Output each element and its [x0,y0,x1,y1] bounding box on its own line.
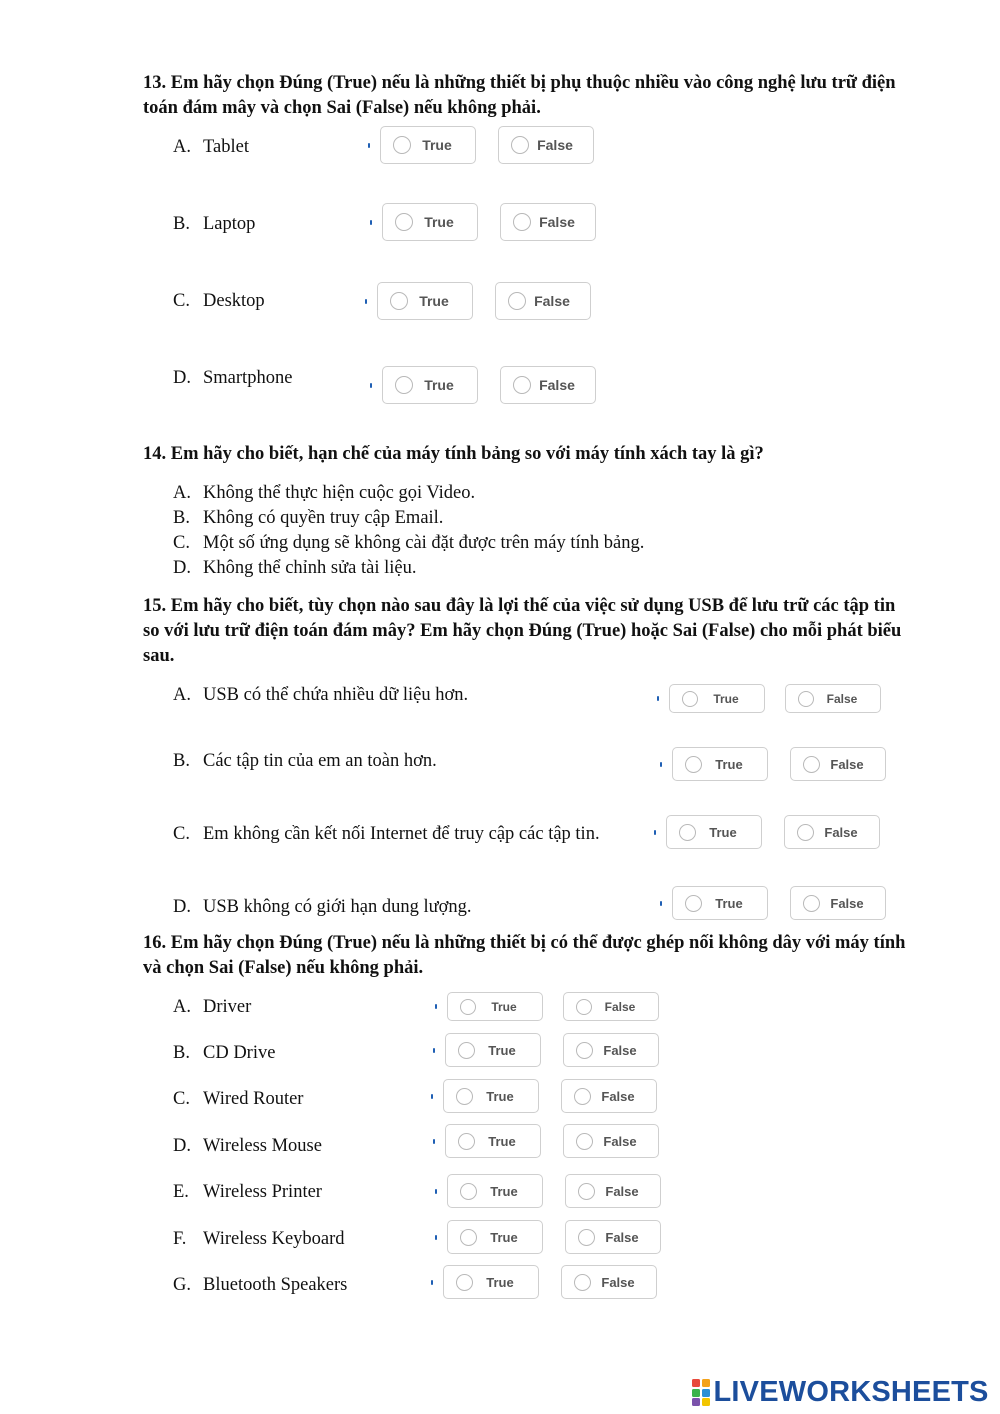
true-button[interactable]: True [672,886,768,920]
radio-icon [393,136,411,154]
radio-icon [456,1274,473,1291]
option-text: Smartphone [203,368,293,388]
false-button[interactable]: False [790,747,886,781]
radio-icon [395,376,413,394]
option-letter: B. [173,751,190,771]
option-text: Desktop [203,291,265,311]
radio-icon [576,999,592,1015]
pointer-marker [660,762,662,767]
option-text: USB không có giới hạn dung lượng. [203,897,472,917]
radio-icon [576,1042,593,1059]
true-button[interactable]: True [669,684,765,713]
radio-icon [578,1183,595,1200]
radio-icon [460,1183,477,1200]
radio-icon [574,1274,591,1291]
q16-d-answer-group [433,1124,659,1158]
question-16-title: 16. Em hãy chọn Đúng (True) nếu là những thiết bị có thể được ghép nối không dây với máy tính và chọn Sai (False) nếu không phải. [143,933,906,978]
logo-square [692,1389,700,1397]
q16-option-a [173,995,251,1019]
pointer-marker [433,1048,435,1053]
radio-icon [395,213,413,231]
radio-icon [456,1088,473,1105]
false-button[interactable]: False [784,815,880,849]
q15-b-answer-group [660,747,886,781]
pointer-marker [654,830,656,835]
false-button[interactable]: False [498,126,594,164]
q13-c-answer-group [365,282,591,320]
false-button[interactable]: False [785,684,881,713]
pointer-marker [657,696,659,701]
q16-option-b [173,1041,275,1065]
false-button[interactable]: False [561,1079,657,1113]
option-text: USB có thể chứa nhiều dữ liệu hơn. [203,685,469,705]
q15-d-answer-group [660,886,886,920]
q15-option-c [173,822,600,846]
option-letter: A. [173,137,191,157]
option-text: Wireless Mouse [203,1136,322,1156]
radio-icon [460,1229,477,1246]
option-text: Không có quyền truy cập Email. [203,508,444,528]
false-button[interactable]: False [563,992,659,1021]
radio-icon [508,292,526,310]
true-button[interactable]: True [380,126,476,164]
q13-a-answer-group [368,126,594,164]
radio-icon [685,756,702,773]
q14-option-d [173,556,416,580]
option-letter: A. [173,685,191,705]
question-15-title: 15. Em hãy cho biết, tùy chọn nào sau đây là lợi thế của việc sử dụng USB để lưu trữ các tập tin so với lưu trữ điện toán đám mây? Em hãy chọn Đúng (True) hoặc Sai (False) cho mỗi phát biểu sau. [143,596,902,666]
pointer-marker [365,299,367,304]
option-letter: G. [173,1275,191,1295]
pointer-marker [370,220,372,225]
pointer-marker [368,143,370,148]
true-button[interactable]: True [382,366,478,404]
pointer-marker [433,1139,435,1144]
logo-square [702,1379,710,1387]
true-button[interactable]: True [443,1079,539,1113]
true-button[interactable]: True [445,1124,541,1158]
option-letter: D. [173,368,191,388]
option-letter: A. [173,997,191,1017]
q16-g-answer-group [431,1265,657,1299]
false-button[interactable]: False [495,282,591,320]
option-text: Laptop [203,214,256,234]
option-letter: B. [173,214,190,234]
radio-icon [576,1133,593,1150]
false-button[interactable]: False [790,886,886,920]
false-button[interactable]: False [565,1174,661,1208]
option-text: Không thể thực hiện cuộc gọi Video. [203,483,476,503]
false-button[interactable]: False [563,1124,659,1158]
q14-option-c [173,531,644,555]
logo-square [702,1398,710,1406]
pointer-marker [435,1004,437,1009]
logo-grid-icon [692,1379,710,1406]
option-text: Wireless Keyboard [203,1229,345,1249]
radio-icon [458,1042,475,1059]
pointer-marker [431,1280,433,1285]
true-button[interactable]: True [666,815,762,849]
q16-option-g [173,1273,347,1297]
radio-icon [682,691,698,707]
logo-text: LIVEWORKSHEETS [713,1376,989,1408]
option-letter: C. [173,533,190,553]
logo-square [692,1379,700,1387]
option-letter: C. [173,1089,190,1109]
pointer-marker [370,383,372,388]
option-text: Các tập tin của em an toàn hơn. [203,751,437,771]
radio-icon [797,824,814,841]
true-button[interactable]: True [377,282,473,320]
option-text: Wireless Printer [203,1182,322,1202]
q14-option-b [173,506,443,530]
false-button[interactable]: False [500,203,596,241]
option-text: Bluetooth Speakers [203,1275,348,1295]
radio-icon [390,292,408,310]
q13-option-b [173,212,255,236]
false-button[interactable]: False [500,366,596,404]
option-text: Tablet [203,137,249,157]
q16-c-answer-group [431,1079,657,1113]
pointer-marker [660,901,662,906]
q16-e-answer-group [435,1174,661,1208]
true-button[interactable]: True [382,203,478,241]
q13-option-a [173,135,249,159]
q15-option-a [173,683,468,707]
option-letter: B. [173,1043,190,1063]
option-text: Một số ứng dụng sẽ không cài đặt được trên máy tính bảng. [203,533,645,553]
q16-option-c [173,1087,303,1111]
option-letter: C. [173,824,190,844]
pointer-marker [435,1189,437,1194]
radio-icon [511,136,529,154]
true-button[interactable]: True [447,1174,543,1208]
radio-icon [578,1229,595,1246]
q13-d-answer-group [370,366,596,404]
q15-a-answer-group [657,684,881,713]
pointer-marker [435,1235,437,1240]
radio-icon [803,895,820,912]
option-letter: A. [173,483,191,503]
logo-square [702,1389,710,1397]
radio-icon [679,824,696,841]
option-letter: B. [173,508,190,528]
radio-icon [803,756,820,773]
option-text: Em không cần kết nối Internet để truy cập các tập tin. [203,824,600,844]
pointer-marker [431,1094,433,1099]
q16-a-answer-group [435,992,659,1021]
radio-icon [574,1088,591,1105]
true-button[interactable]: True [447,992,543,1021]
false-button[interactable]: False [563,1033,659,1067]
false-button[interactable]: False [561,1265,657,1299]
radio-icon [513,376,531,394]
true-button[interactable]: True [443,1265,539,1299]
q13-option-d [173,366,292,390]
question-13-title: 13. Em hãy chọn Đúng (True) nếu là những thiết bị phụ thuộc nhiều vào công nghệ lưu trữ điện toán đám mây và chọn Sai (False) nếu không phải. [143,73,896,118]
radio-icon [458,1133,475,1150]
q16-b-answer-group [433,1033,659,1067]
radio-icon [685,895,702,912]
option-letter: D. [173,558,191,578]
option-text: Wired Router [203,1089,304,1109]
true-button[interactable]: True [672,747,768,781]
option-letter: F. [173,1229,187,1249]
question-14-title: 14. Em hãy cho biết, hạn chế của máy tính bảng so với máy tính xách tay là gì? [143,444,764,464]
logo-square [692,1398,700,1406]
q15-option-b [173,749,437,773]
q15-option-d [173,895,472,919]
option-letter: D. [173,1136,191,1156]
option-letter: D. [173,897,191,917]
option-text: CD Drive [203,1043,276,1063]
q16-f-answer-group [435,1220,661,1254]
q15-c-answer-group [654,815,880,849]
true-button[interactable]: True [445,1033,541,1067]
q16-option-f [173,1227,345,1251]
option-letter: C. [173,291,190,311]
q14-option-a [173,481,475,505]
false-button[interactable]: False [565,1220,661,1254]
q13-b-answer-group [370,203,596,241]
option-letter: E. [173,1182,189,1202]
radio-icon [798,691,814,707]
q13-option-c [173,289,265,313]
radio-icon [460,999,476,1015]
liveworksheets-logo [692,1376,989,1409]
q16-option-e [173,1180,322,1204]
option-text: Không thể chỉnh sửa tài liệu. [203,558,417,578]
q16-option-d [173,1134,322,1158]
true-button[interactable]: True [447,1220,543,1254]
radio-icon [513,213,531,231]
option-text: Driver [203,997,252,1017]
